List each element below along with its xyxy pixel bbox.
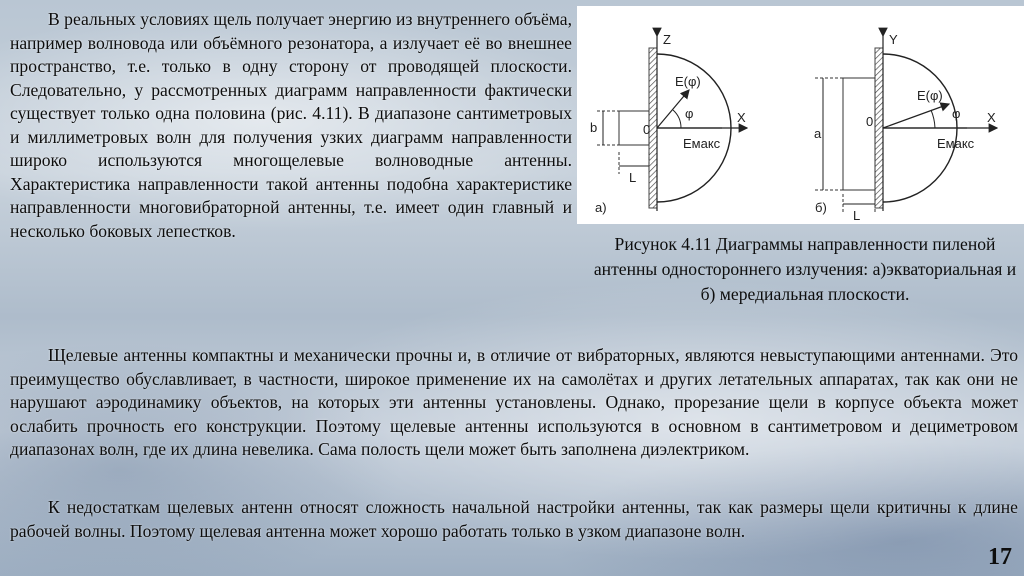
field-vector-b — [883, 104, 949, 128]
diagram-b — [814, 32, 997, 223]
diagram-a — [590, 32, 747, 215]
panel-label-b: б) — [815, 200, 827, 215]
figure-caption: Рисунок 4.11 Диаграммы направленности пиленой антенны одностороннего излучения: а)экваториальная и б) мередиальная плоскости. — [593, 234, 1017, 304]
max-field-label-b: Eмакс — [937, 136, 975, 151]
x-axis-label-a: X — [737, 110, 746, 125]
figure-diagrams — [577, 6, 1024, 224]
origin-label-a: 0 — [643, 122, 651, 137]
depth-label-b: L — [853, 208, 861, 223]
origin-label-b: 0 — [866, 114, 874, 129]
conducting-plane-b — [875, 48, 883, 208]
x-axis-label-b: X — [987, 110, 996, 125]
paragraph-disadvantages: К недостаткам щелевых антенн относят сложность начальной настройки антенны, так как размеры щели критичны к длине рабочей волны. Поэтому щелевая антенна может хорошо работать только в узком диапазоне волн. — [10, 497, 1018, 541]
page-number: 17 — [988, 544, 1012, 570]
field-label-a: E(φ) — [675, 74, 701, 89]
paragraph-intro: В реальных условиях щель получает энергию из внутреннего объёма, например волновода или объёмного резонатора, а излучает её во внешнее пространство, т.е. только в одну сторону от проводящей плоскости. Следовательно, у рассмотренных диаграмм направленности фактически существует только одна половина (рис. 4.11). В диапазоне сантиметровых и миллиметровых волн для получения узких диаграмм направленности широко используются многощелевые волноводные антенны. Характеристика направленности такой антенны подобна характеристике направленности многовибраторной антенны, т.е. имеет один главный и несколько боковых лепестков. — [10, 9, 572, 241]
angle-label-a: φ — [685, 106, 694, 121]
depth-label-a: L — [629, 170, 637, 185]
max-field-label-a: Eмакс — [683, 136, 721, 151]
angle-label-b: φ — [952, 106, 961, 121]
paragraph-advantages: Щелевые антенны компактны и механически прочны и, в отличие от вибраторных, являются невыступающими антеннами. Это преимущество обуславливает, в частности, широкое применение их на самолётах и других летательных аппаратах, так как они не нарушают аэродинамику объектов, на которых эти антенны установлены. Однако, прорезание щели в корпусе объекта может ослабить прочность его конструкции. Поэтому щелевые антенны используются в основном в сантиметровом и дециметровом диапазонах волн, где их длина невелика. Сама полость щели может быть заполнена диэлектриком. — [10, 345, 1018, 459]
radiation-pattern-figure — [577, 6, 1024, 224]
slot-cavity-b — [843, 78, 875, 190]
slot-dimension-label-b: a — [814, 126, 822, 141]
z-axis-label: Z — [663, 32, 671, 47]
field-label-b: E(φ) — [917, 88, 943, 103]
panel-label-a: а) — [595, 200, 607, 215]
slot-dimension-label: b — [590, 120, 598, 135]
y-axis-label: Y — [889, 32, 898, 47]
